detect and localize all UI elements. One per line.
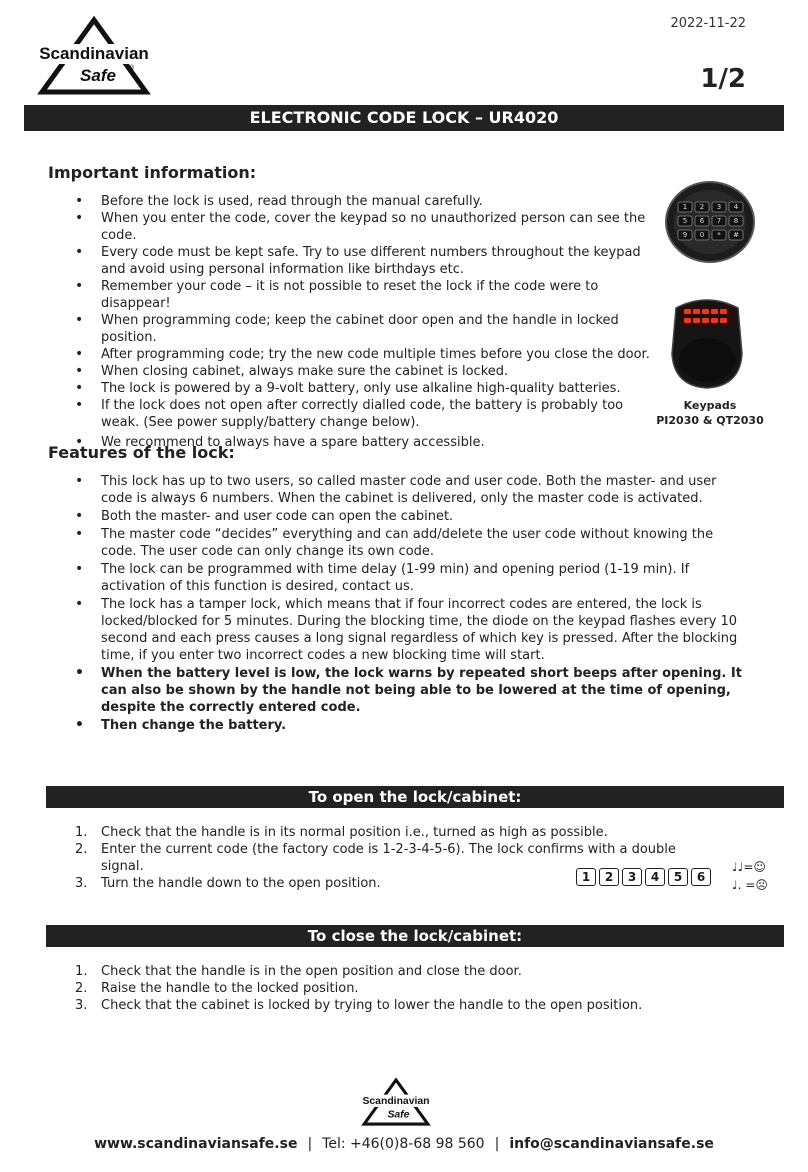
list-item: • When the battery level is low, the lock warns by repeated short beeps after opening. It can also be shown by the handle not being able to be lowered at the time of opening, despite the correctly entered code.: [75, 665, 745, 716]
step-text: Check that the cabinet is locked by trying to lower the handle to the open position.: [101, 998, 643, 1013]
list-item: • If the lock does not open after correctly dialled code, the battery is probably too weak. (See power supply/battery change below).: [75, 397, 655, 431]
keypad-key: #: [733, 231, 739, 239]
footer-email-link[interactable]: info@scandinaviansafe.se: [509, 1136, 714, 1152]
list-item: • Every code must be kept safe. Try to use different numbers throughout the keypad and avoid using personal information like birthdays etc.: [75, 244, 655, 278]
code-key: 3: [622, 868, 642, 886]
footer-phone: Tel: +46(0)8-68 98 560: [322, 1136, 485, 1152]
keypads-caption-line1: Keypads: [683, 399, 737, 412]
step-text: Check that the handle is in the open position and close the door.: [101, 964, 522, 979]
list-item: • The lock can be programmed with time delay (1-99 min) and opening period (1-19 min). If activation of this function is desired, contact us.: [75, 561, 745, 595]
code-key: 5: [668, 868, 688, 886]
keypad-key: 2: [699, 203, 705, 211]
close-section-heading: To close the lock/cabinet:: [46, 925, 784, 947]
features-heading: Features of the lock:: [48, 443, 235, 462]
keypads-caption-line2: PI2030 & QT2030: [656, 414, 764, 427]
list-item: • When closing cabinet, always make sure the cabinet is locked.: [75, 363, 655, 380]
signal-ok: ♩♩=☺: [732, 860, 766, 874]
list-item: • The master code “decides” everything and can add/delete the user code without knowing the code. The user code can only change its own code.: [75, 526, 745, 560]
list-item: 1. Check that the handle is in the open position and close the door.: [75, 964, 522, 979]
keypad-key: 7: [716, 217, 722, 225]
list-item: • When programming code; keep the cabinet door open and the handle in locked position.: [75, 312, 655, 346]
signal-legend: [732, 858, 768, 894]
step-text: Turn the handle down to the open position.: [101, 876, 381, 891]
step-text: Enter the current code (the factory code is 1-2-3-4-5-6). The lock confirms with a double signal.: [101, 842, 676, 874]
list-item: • Before the lock is used, read through the manual carefully.: [75, 193, 655, 210]
code-key: 4: [645, 868, 665, 886]
close-steps: [75, 963, 715, 1014]
keypad-key: *: [717, 231, 721, 239]
code-key: 6: [691, 868, 711, 886]
logo-registered-mark: ®: [129, 65, 135, 72]
footer-separator: |: [494, 1136, 500, 1152]
list-item: 2. Raise the handle to the locked position.: [75, 981, 359, 996]
keypad-key: 0: [699, 231, 705, 239]
code-key: 1: [576, 868, 596, 886]
document-date: 2022-11-22: [670, 16, 746, 31]
footer-logo-text-line2: Safe: [387, 1109, 410, 1121]
footer-website-link[interactable]: www.scandinaviansafe.se: [94, 1136, 298, 1152]
important-heading: Important information:: [48, 163, 257, 182]
features-list: [75, 473, 745, 734]
footer: [0, 1136, 808, 1152]
keypad-key: 6: [699, 217, 705, 225]
list-item: • Both the master- and user code can open the cabinet.: [75, 508, 745, 525]
signal-bad: ♩. =☹: [732, 878, 768, 892]
step-text: Raise the handle to the locked position.: [101, 981, 359, 996]
scandinavian-safe-logo: [32, 16, 156, 96]
keypad-key: 3: [716, 203, 722, 211]
list-item: 1. Check that the handle is in its normal position i.e., turned as high as possible.: [75, 825, 608, 840]
list-item: • This lock has up to two users, so called master code and user code. Both the master- and user code is always 6 numbers. When the cabinet is delivered, only the master code is activated.: [75, 473, 745, 507]
code-key: 2: [599, 868, 619, 886]
logo-text-line2: Safe: [80, 66, 116, 85]
keypad-qt2030-image: [668, 294, 746, 390]
list-item: 3. Turn the handle down to the open position.: [75, 876, 381, 891]
footer-separator: |: [307, 1136, 313, 1152]
list-item: • When you enter the code, cover the keypad so no unauthorized person can see the code.: [75, 210, 655, 244]
keypad-key: 5: [682, 217, 688, 225]
list-item: • Then change the battery.: [75, 717, 745, 734]
list-item: • We recommend to always have a spare battery accessible.: [75, 434, 655, 451]
keypad-pi2030-image: [664, 178, 756, 264]
keypad-key: 1: [682, 203, 688, 211]
scandinavian-safe-logo-footer: [358, 1077, 434, 1127]
list-item: • Remember your code – it is not possible to reset the lock if the code were to disappear!: [75, 278, 655, 312]
important-list: [75, 193, 655, 451]
step-text: Check that the handle is in its normal position i.e., turned as high as possible.: [101, 825, 608, 840]
list-item: 3. Check that the cabinet is locked by trying to lower the handle to the open position.: [75, 998, 643, 1013]
keypad-key: 9: [682, 231, 688, 239]
code-key-sequence: [576, 866, 714, 886]
open-section-heading: To open the lock/cabinet:: [46, 786, 784, 808]
logo-text-line1: Scandinavian: [39, 44, 149, 63]
document-title: ELECTRONIC CODE LOCK – UR4020: [24, 105, 784, 131]
keypad-key: 8: [733, 217, 739, 225]
footer-logo-text-line1: Scandinavian: [362, 1095, 430, 1107]
keypads-caption: [650, 398, 770, 428]
list-item: • The lock is powered by a 9-volt battery, only use alkaline high-quality batteries.: [75, 380, 655, 397]
list-item: • The lock has a tamper lock, which means that if four incorrect codes are entered, the lock is locked/blocked for 5 minutes. During the blocking time, the diode on the keypad flashes every 10 second and each press causes a long signal regardless of which key is pressed. After the blocking time, if you enter two incorrect codes a new blocking time will start.: [75, 596, 745, 664]
list-item: 2. Enter the current code (the factory code is 1-2-3-4-5-6). The lock confirms with a double signal.: [75, 842, 676, 874]
page-number: 1/2: [700, 64, 746, 94]
list-item: • After programming code; try the new code multiple times before you close the door.: [75, 346, 655, 363]
keypad-key: 4: [733, 203, 739, 211]
